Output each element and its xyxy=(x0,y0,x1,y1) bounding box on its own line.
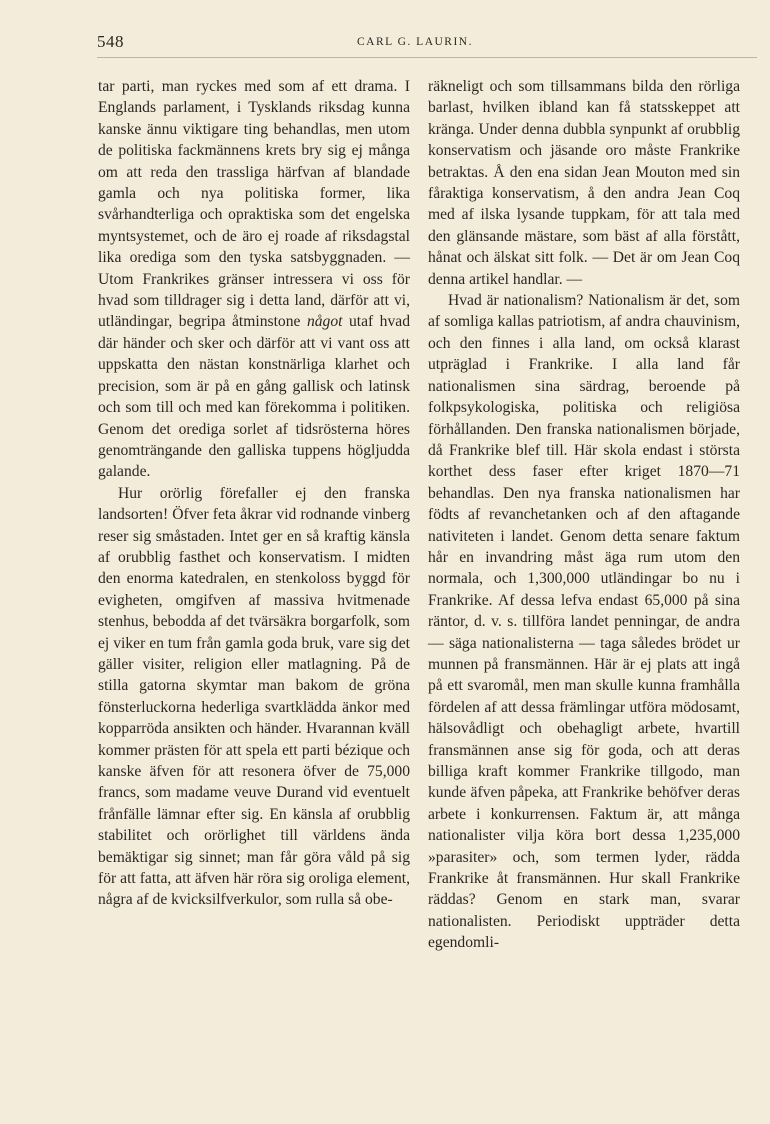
left-p1-text: tar parti, man ryckes med som af ett drama. I Englands parlament, i Tysklands riksdag kunna kanske ännu viktigare ting behandlas, men utom de politiska fackmännens krets bry sig ej många om att reda den trassliga härfvan af blandade gamla och nya politiska former, lika svårhandterliga och opraktiska som det engelska myntsystemet, och de äro ej roade af riksdagstal lika orediga som den tyska satsbyggnaden. — Utom Frankrikes gränser intressera vi oss för hvad som tilldrager sig i detta land, därför att vi, utländingar, begripa åtminstone xyxy=(98,78,410,331)
right-column xyxy=(428,76,740,954)
right-paragraph-2: Hvad är nationalism? Nationalism är det, som af somliga kallas patriotism, af andra chauvinism, och den finnes i alla land, om också klarast utpräglad i Frankrike. I alla land får nationalismen sina särdrag, beroende på folkpsykologiska, politiska och religiösa förhållanden. Den franska nationalismen började, då Frankrike blef till. Här skola endast i största korthet dess faser efter kriget 1870—71 behandlas. Den nya franska nationalismen har födts af revanchetanken och af den aftagande nativiteten i landet. Genom detta senare faktum hår en invandring måst äga rum utom den normala, och 1,300,000 utländingar bo nu i Frankrike. Af dessa lefva endast 65,000 på sina räntor, d. v. s. tillföra landet penningar, de andra — säga nationalisterna — taga således brödet ur munnen på fransmännen. Här är ej plats att ingå på ett svaromål, men man skulle kunna framhålla fördelen af att dessa främlingar utföra mödosamt, hälsovådligt och obehagligt arbete, hvartill fransmännen anse sig för goda, och att deras billiga kraft kommer Frankrike tillgodo, man kunde äfven påpeka, att Frankrike behöfver deras arbete i konkurrensen. Faktum är, att många nationalister vilja köra bort dessa 1,235,000 »parasiter» och, som termen lyder, rädda Frankrike åt fransmännen. Hur skall Frankrike räddas? Genom en stark man, svarar nationalisten. Periodiskt uppträder detta egendomli- xyxy=(428,292,740,952)
left-column xyxy=(98,76,410,911)
page-number: 548 xyxy=(97,32,124,51)
left-paragraph-1 xyxy=(98,76,410,483)
left-p1-italic: något xyxy=(306,313,343,331)
left-p1-end: utaf hvad där händer och sker och därför att vi vant oss att uppskatta den nästan konstnärliga klarhet och precision, som är på en gång gallisk och latinsk och som till och med kan förekomma i politiken. Genom det orediga sorlet af tidsrösterna höres genomträngande den galliska tuppens högljudda galande. xyxy=(98,313,410,481)
header-rule xyxy=(97,57,757,58)
right-paragraph-1: räkneligt och som tillsammans bilda den rörliga barlast, hvilken ibland kan få statsskeppet att kränga. Under denna dubbla synpunkt af orubblig konservatism och jäsande oro måste Frankrike betraktas. Å den ena sidan Jean Mouton med sin fåraktiga konservatism, å den andra Jean Coq med af ilska lysande tuppkam, för att tala med den glänsande mästare, som bäst af alla förstått, hånat och älskat sitt folk. — Det är om Jean Coq denna artikel handlar. — xyxy=(428,78,740,288)
left-paragraph-2: Hur orörlig förefaller ej den franska landsorten! Öfver feta åkrar vid rodnande vinberg reser sig småstaden. Intet ger en så kraftig känsla af orubblig fasthet och konservatism. I midten den enorma katedralen, en stenkoloss byggd för evigheten, omgifven af massiva hvitmenade stenhus, bebodda af det tvärsäkra borgarfolk, som ej viker en tum från gamla goda bruk, vare sig det gäller visiter, religion eller matlagning. På de stilla gatorna skymtar man bakom de gröna fönsterluckorna hederliga svartklädda änkor med kopparröda ansikten och händer. Hvarannan kväll kommer prästen för att spela ett parti bézique och kanske äfven för att resonera öfver de 75,000 francs, som madame veuve Durand vid eventuelt frånfälle lämnar efter sig. En känsla af orubblig stabilitet och orörlighet till världens ända bemäktigar sig sinnet; man får göra våld på sig för att fatta, att äfven här röra sig oroliga element, några af de kvicksilfverkulor, som rulla så obe- xyxy=(98,484,410,909)
page-header xyxy=(97,32,737,56)
running-head: CARL G. LAURIN. xyxy=(357,36,473,48)
